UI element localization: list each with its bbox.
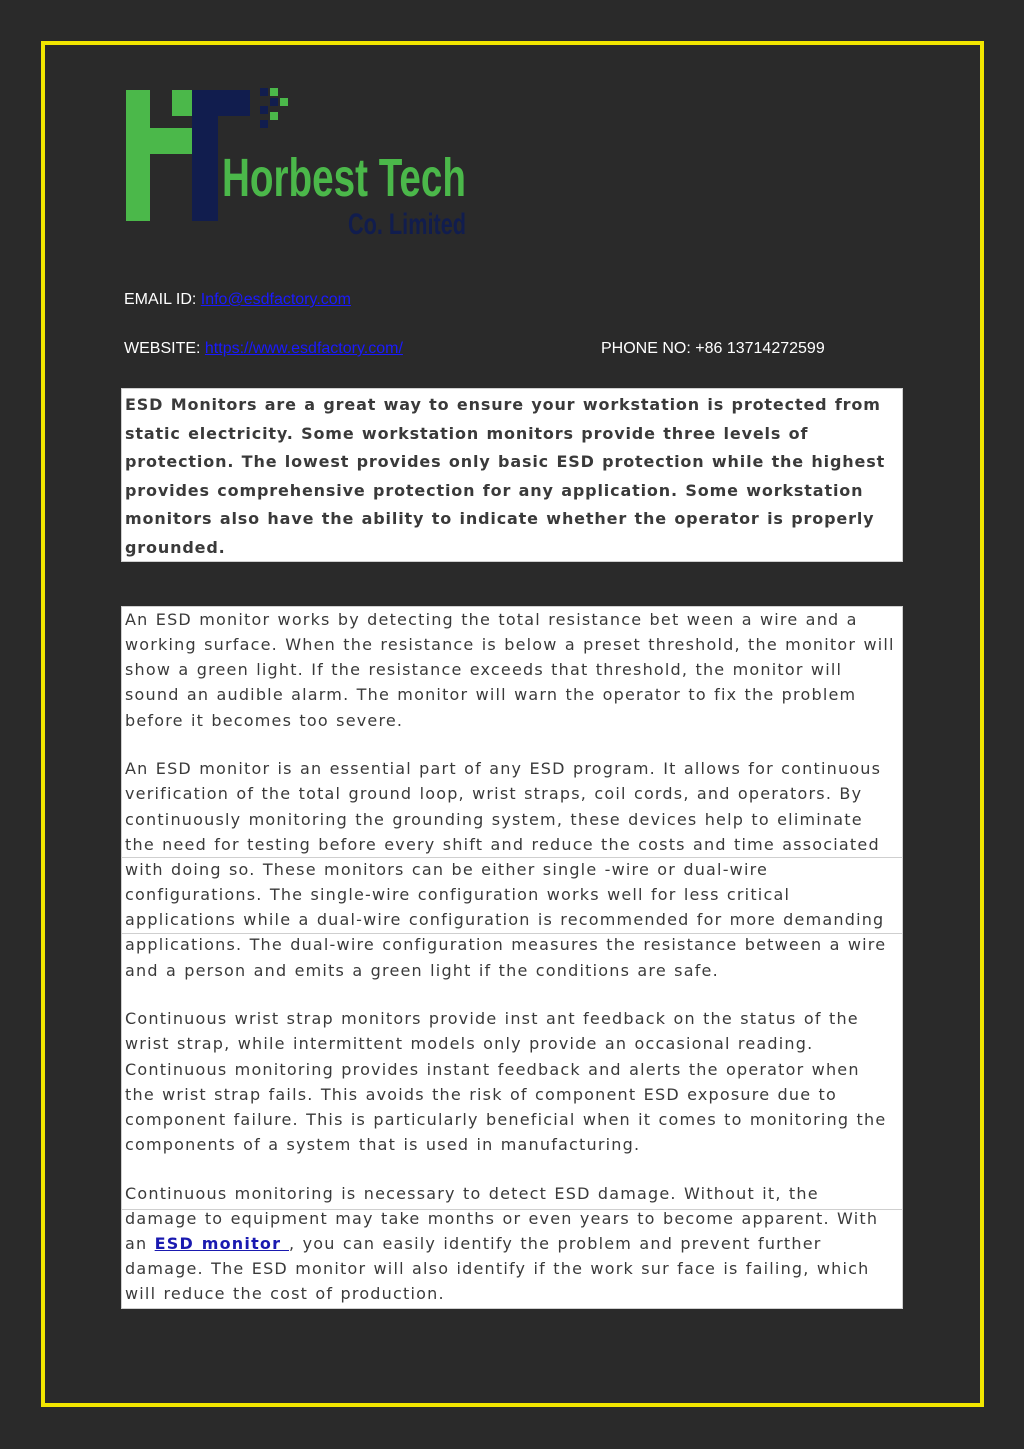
website-label: WEBSITE:	[124, 340, 201, 357]
phone-value: +86 13714272599	[695, 340, 825, 357]
intro-paragraph: ESD Monitors are a great way to ensure your workstation is protected from static electricity. Some workstation monitors provide three levels of protection. The lowest provides only basic ESD protection while the highest provides comprehensive protection for any application. Some workstation monitors also have the ability to indicate whether the operator is properly grounded.	[125, 395, 886, 557]
body-paragraph-4-end: , you can easily identify the problem and prevent further damage. The ESD monitor will also identify if the work sur face is failing, which will reduce the cost of production.	[125, 1233, 870, 1304]
body-paragraph-2: An ESD monitor is an essential part of any ESD program. It allows for continuous verification of the total ground loop, wrist straps, coil cords, and operators. By continuously monitoring the grounding system, these devices help to eliminate the need for testing before every shift and reduce the costs and time associated with doing so. These monitors can be either single -wire or dual-wire configurations. The single-wire configuration works well for less critical applications while a dual-wire configuration is recommended for more demanding applications. The dual-wire configuration measures the resistance between a wire and a person and emits a green light if the conditions are safe.	[125, 759, 887, 980]
body-paragraph-1: An ESD monitor works by detecting the total resistance bet ween a wire and a working surface. When the resistance is below a preset threshold, the monitor will show a green light. If the resistance exceeds that threshold, the monitor will sound an audible alarm. The monitor will warn the operator to fix the problem before it becomes too severe.	[125, 610, 895, 730]
email-label: EMAIL ID:	[124, 291, 197, 308]
logo-company-name: Horbest Tech	[222, 148, 466, 208]
article-body	[121, 606, 903, 1309]
body-paragraph-3: Continuous wrist strap monitors provide inst ant feedback on the status of the wrist strap, while intermittent models only provide an occasional reading. Continuous monitoring provides instant feedback and alerts the operator when the wrist strap fails. This avoids the risk of component ESD exposure due to component failure. This is particularly beneficial when it comes to monitoring the components of a system that is used in manufacturing.	[125, 1009, 887, 1154]
body-paragraph-4	[125, 1181, 896, 1307]
website-link[interactable]: https://www.esdfactory.com/	[204, 340, 403, 357]
phone-label: PHONE NO:	[601, 340, 691, 357]
phone-row	[601, 340, 825, 358]
body-paragraph-4-start: Continuous monitoring is necessary to detect ESD damage. Without it, the damage to equipment may take months or even years to become apparent. With an	[125, 1183, 879, 1253]
intro-box	[121, 388, 903, 562]
company-logo	[124, 84, 474, 239]
email-row	[124, 291, 351, 309]
website-row	[124, 340, 403, 358]
esd-monitor-link[interactable]: ESD monitor	[154, 1233, 289, 1253]
logo-company-suffix: Co. Limited	[348, 208, 466, 241]
email-link[interactable]: Info@esdfactory.com	[200, 291, 351, 308]
